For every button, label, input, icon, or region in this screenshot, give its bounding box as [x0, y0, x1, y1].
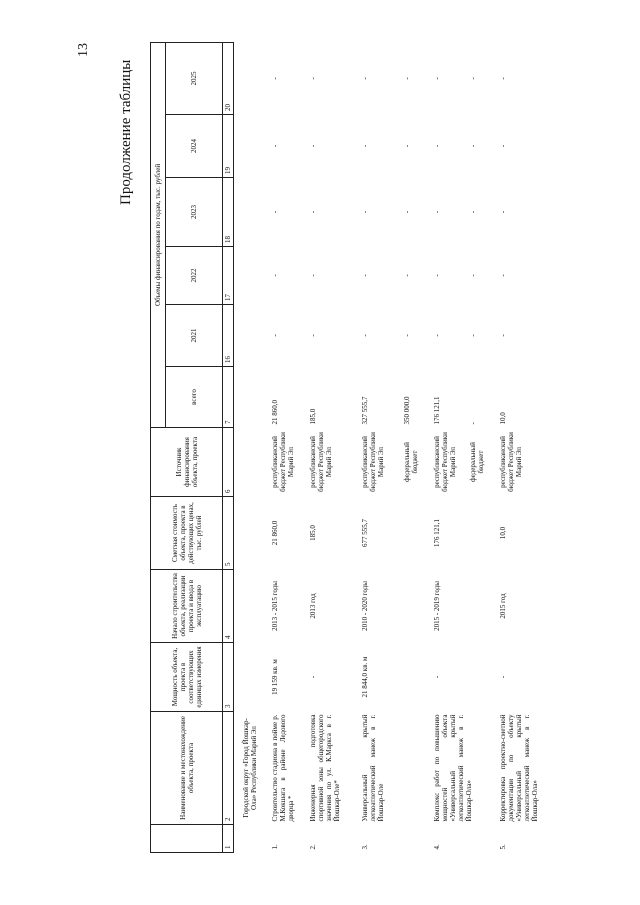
row-number: 1.: [270, 844, 279, 850]
header-total: всего: [166, 367, 223, 428]
funding-year-value: -: [308, 77, 317, 80]
object-capacity: -: [308, 675, 317, 679]
object-cost: 176 121,1: [432, 519, 441, 547]
column-number: 7: [223, 367, 234, 428]
funding-source: республиканский бюджет Республики Марий Эл: [498, 432, 523, 492]
column-number: 17: [223, 247, 234, 305]
table-row: [432, 42, 468, 852]
funding-year-value: -: [432, 210, 441, 214]
object-capacity: -: [432, 675, 441, 679]
funding-year-value: -: [402, 144, 411, 148]
funding-year-value: -: [360, 274, 369, 277]
page-title: Продолжение таблицы: [118, 59, 134, 205]
funding-year-value: -: [432, 77, 441, 80]
object-period: 2015 - 2019 годы: [432, 581, 441, 631]
header-period: Начало строительства объекта, реализации проекта и ввода в эксплуатацию: [151, 570, 223, 643]
header-year: 2025: [166, 42, 223, 114]
funding-year-value: -: [270, 274, 279, 277]
column-number: 3: [223, 643, 234, 712]
header-cost: Сметная стоимость объекта, проекта в действующих ценах, тыс. рублей: [151, 497, 223, 570]
object-name: Инженерная подготовка спортивной зоны общегородского значения по ул. К.Маркса в г. Йошкар-Оле*: [308, 714, 341, 822]
funding-year-value: -: [432, 334, 441, 337]
funding-total: 176 121,1: [432, 396, 441, 425]
funding-year-value: -: [308, 144, 317, 148]
object-name: Универсальный крытый легкоатлетический манеж в г. Йошкар-Оле: [360, 714, 385, 822]
funding-year-value: -: [402, 77, 411, 80]
funding-year-value: -: [360, 144, 369, 148]
object-period: 2015 год: [498, 593, 507, 619]
row-number: 3.: [360, 844, 369, 850]
header-year: 2023: [166, 178, 223, 247]
financing-table: [150, 42, 556, 853]
funding-year-value: -: [308, 334, 317, 337]
funding-year-value: -: [360, 77, 369, 80]
funding-year-value: -: [270, 334, 279, 337]
column-number: 2: [223, 712, 234, 825]
column-number: 6: [223, 428, 234, 497]
funding-year-value: -: [308, 274, 317, 277]
header-num: [151, 825, 223, 853]
funding-year-value: -: [498, 77, 507, 80]
row-number: 5.: [498, 844, 507, 850]
object-name: Комплекс работ по повышению мощностей объекта «Универсальный крытый легкоатлетический манеж в г. Йошкар-Ола»: [432, 714, 473, 822]
funding-year-value: -: [498, 144, 507, 148]
funding-source: республиканский бюджет Республики Марий Эл: [432, 432, 457, 492]
table-row: [360, 42, 402, 852]
column-number: 19: [223, 115, 234, 178]
object-cost: 10,0: [498, 526, 507, 540]
object-cost: 21 860,0: [270, 520, 279, 546]
object-name: Строительство стадиона в пойме р. М.Кокшага в районе Ледового дворца *: [270, 714, 295, 822]
region-label: Городской округ «Город Йошкар-Ола» Республики Марий Эл: [242, 718, 258, 818]
funding-total: 10,0: [498, 412, 507, 425]
funding-year-value: -: [402, 334, 411, 337]
funding-year-value: -: [432, 274, 441, 277]
object-period: 2013 - 2015 годы: [270, 581, 279, 631]
header-year: 2021: [166, 305, 223, 367]
funding-year-value: -: [360, 210, 369, 214]
column-number: 5: [223, 497, 234, 570]
funding-year-value: -: [468, 274, 477, 277]
funding-source: республиканский бюджет Республики Марий Эл: [270, 432, 295, 492]
table-row: [308, 42, 360, 852]
object-capacity: 21 844,0 кв. м: [360, 656, 369, 698]
table-row: [270, 42, 308, 852]
object-period: 2010 - 2020 годы: [360, 581, 369, 631]
funding-year-value: -: [498, 210, 507, 214]
funding-year-value: -: [498, 334, 507, 337]
funding-total: 21 860,0: [270, 400, 279, 425]
funding-year-value: -: [468, 210, 477, 214]
object-cost: 185,0: [308, 525, 317, 541]
funding-source: федеральный бюджет: [402, 442, 419, 482]
column-number: 18: [223, 178, 234, 247]
object-name: Корректировка проектно-сметной документации по объекту «Универсальный крытый легкоатлетический манеж в г. Йошкар-Ола»: [498, 714, 539, 822]
funding-year-value: -: [402, 274, 411, 277]
funding-year-value: -: [270, 210, 279, 214]
funding-source: республиканский бюджет Республики Марий Эл: [360, 432, 385, 492]
row-number: 2.: [308, 844, 317, 850]
row-number: 4.: [432, 844, 441, 850]
funding-year-value: -: [360, 334, 369, 337]
header-name: Наименование и местонахождение объекта, проекта: [151, 712, 223, 825]
header-funding-group: Объемы финансирования по годам, тыс. рублей: [151, 42, 166, 427]
funding-year-value: -: [308, 210, 317, 214]
object-cost: 677 555,7: [360, 519, 369, 547]
object-capacity: 19 159 кв. м: [270, 659, 279, 695]
page-number: 13: [76, 43, 91, 57]
header-capacity: Мощность объекта, проекта в соответствующих единицах измерения: [151, 643, 223, 712]
funding-year-value: -: [468, 77, 477, 80]
funding-year-value: -: [468, 334, 477, 337]
funding-year-value: -: [468, 144, 477, 148]
funding-year-value: -: [402, 210, 411, 214]
column-number: 4: [223, 570, 234, 643]
funding-total: 327 555,7: [360, 396, 369, 425]
column-number: 1: [223, 825, 234, 853]
funding-year-value: -: [498, 274, 507, 277]
header-year: 2022: [166, 247, 223, 305]
funding-total: 185,0: [308, 408, 317, 425]
funding-year-value: -: [432, 144, 441, 148]
column-number: 16: [223, 305, 234, 367]
funding-year-value: -: [270, 77, 279, 80]
funding-year-value: -: [270, 144, 279, 148]
funding-total: -: [468, 422, 477, 425]
funding-source: федеральный бюджет: [468, 442, 485, 482]
funding-source: республиканский бюджет Республики Марий Эл: [308, 432, 333, 492]
header-source: Источник финансирования объекта, проекта: [151, 428, 223, 497]
table-row: [498, 42, 556, 852]
column-number: 20: [223, 42, 234, 114]
funding-total: 350 000,0: [402, 396, 411, 425]
object-capacity: -: [498, 675, 507, 679]
header-year: 2024: [166, 115, 223, 178]
object-period: 2013 год: [308, 593, 317, 619]
